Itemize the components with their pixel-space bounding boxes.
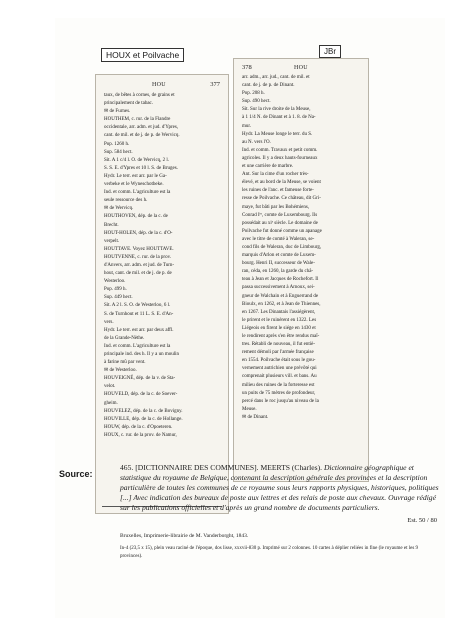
- text-line: resse de Poilvache. Ce château, dit Gri-: [242, 196, 321, 202]
- text-line: vers.: [104, 319, 114, 325]
- text-line: Sup. 490 hect.: [242, 99, 271, 105]
- text-line: Hydr. Le terr. est arr. par deux affl.: [104, 327, 174, 333]
- text-line: Pop. 499 h.: [104, 287, 127, 293]
- text-line: ✉ de Wervicq.: [104, 206, 134, 212]
- text-line: S. S. E. d'Ypres et 10 l. S. de Bruges.: [104, 165, 178, 171]
- text-line: HOUT-HOLEN, dép. de la c. d'O-: [104, 230, 173, 236]
- text-line: cant. de j. de p. de Dinant.: [242, 83, 295, 89]
- source-estimate: Est. 50 / 80: [407, 517, 437, 524]
- right-page: [233, 58, 369, 482]
- text-line: Ant. Sur la cime d'un rocher très-: [242, 172, 309, 178]
- text-line: hout, cant. de mil. et de j. de p. de: [104, 271, 172, 277]
- text-line: ran, céda, en 1260, la garde du châ-: [242, 269, 314, 275]
- text-line: HOUVELEZ, dép. de la c. de Bovigny.: [104, 408, 183, 414]
- text-line: les ruines de l'anc. et fameuse forte-: [242, 188, 314, 194]
- text-line: en 1554. Poilvache était sous le gou-: [242, 358, 316, 364]
- text-line: Meuse.: [242, 406, 257, 412]
- text-line: Conrad Iᵉʳ, comte de Luxembourg. Ils: [242, 212, 318, 218]
- text-line: vernement autrichien une prévôté qui: [242, 366, 317, 372]
- text-line: HOUVELD, dép. de la c. de Soever-: [104, 392, 178, 398]
- left-page: [95, 74, 229, 514]
- text-line: HOUW, dép. de la c. d'Opoeteren.: [104, 424, 173, 430]
- text-line: ✉ de Dinant.: [242, 414, 269, 420]
- page-tag: JBr: [319, 45, 341, 58]
- text-line: verpelt.: [104, 238, 120, 244]
- text-line: HOUTHEM, c. rur. de la Flandre: [104, 117, 171, 123]
- text-line: Sit. A 1 c/4 l. O. de Wervicq, 2 l.: [104, 157, 170, 163]
- text-line: en 1267. Les Dinantais l'assiégèrent,: [242, 309, 316, 315]
- text-line: Sit. Sur la rive droite de la Meuse,: [242, 107, 311, 113]
- text-line: verbeke et le Wyneschotbeke.: [104, 182, 164, 188]
- text-line: HOUTVENNE, c. rur. de la prov.: [104, 254, 172, 260]
- header-label: HOUX et Poilvache: [101, 48, 184, 62]
- text-line: possédait au xiᵉ siècle. Le domaine de: [242, 220, 318, 226]
- text-line: passa successivement à Arnoux, sei-: [242, 285, 315, 291]
- scan-sheet: [55, 18, 445, 618]
- right-page-text: [242, 74, 362, 422]
- text-line: S. de Turnhout et 11 L. S. E. d'An-: [104, 311, 174, 317]
- source-description: In-4 (23,5 x 15), plein veau raciné de l'époque, dos lisse, xxxvii-830 p. Imprimé sur 2 colonnes. 10 cartes à déplier reliées in fine (le royaume et les 9 provinces).: [120, 546, 419, 559]
- text-line: velot.: [104, 384, 116, 390]
- text-line: arr. adm., arr. jud., cant. de mil. et: [242, 75, 310, 80]
- text-line: gneur de Walchain et à Enguerrand de: [242, 293, 319, 299]
- text-line: avec le titre de comté à Waleran, se-: [242, 236, 315, 242]
- text-line: bourg. Henri II, successeur de Wale-: [242, 261, 315, 267]
- text-line: d'Anvers, arr. adm. et jud. de Turn-: [104, 262, 175, 268]
- source-reference: [120, 463, 440, 513]
- left-page-text: [104, 92, 222, 440]
- right-page-number: 378: [242, 64, 252, 71]
- source-title: Dictionnaire géographique et statistique du royaume de Belgique, contenant la description générale des provinces et la description particulière de toutes les communes de ce royaume sous leurs rapports physiques, historiques, politiques [...] Avec indication des bureaux de poste aux lettres et des relais de poste aux chevaux. Ouvrage rédigé sur les publications officielles et d'après un grand nombre de documents particuliers.: [120, 463, 439, 512]
- text-line: de la Grande-Nèthe.: [104, 335, 145, 341]
- text-line: Ind. et comm. Travaux et petit comm.: [242, 147, 318, 153]
- text-line: Bioulx, en 1262, et à Jean de Thiennes,: [242, 301, 321, 307]
- text-line: un puits de 75 mètres de profondeur,: [242, 390, 316, 396]
- text-line: Sit. A 2 l. S. O. de Westerloo, 6 l.: [104, 303, 171, 309]
- text-line: occidentale, arr. adm. et jud. d'Ypres,: [104, 125, 179, 131]
- text-line: au N. vers l'O.: [242, 139, 271, 145]
- text-line: HOUTHOVEN, dép. de la c. de: [104, 214, 168, 220]
- text-line: Hydr. Le terr. est arr. par le Ga-: [104, 173, 167, 179]
- text-line: HOUTTAVE. Voyez HOUTTAVE.: [104, 246, 174, 252]
- right-running-head: HOU: [294, 65, 308, 71]
- text-line: ✉ de Furnes.: [104, 109, 131, 115]
- text-line: agricoles. Il y a deux hauts-fourneaux: [242, 155, 318, 161]
- text-line: HOUX, c. rur. de la prov. de Namur,: [104, 432, 177, 438]
- text-line: élevé, et au bord de la Meuse, se voient: [242, 180, 321, 186]
- text-line: Ind. et comm. L'agriculture est la: [104, 190, 171, 196]
- left-running-head: HOU: [152, 82, 166, 88]
- text-line: seule ressource des h.: [104, 198, 148, 204]
- text-line: milieu des ruines de la forteresse est: [242, 382, 315, 388]
- source-publisher: Bruxelles, Imprimerie-librairie de M. Vanderborght, 1843.: [120, 533, 249, 539]
- text-line: Poilvache fut donné comme un apanage: [242, 228, 322, 234]
- text-line: à 1 1/4 N. de Dinant et à 1. 8. de Na-: [242, 115, 316, 121]
- text-line: Liégeois en firent le siége en 1430 et: [242, 325, 316, 331]
- text-line: HOUVILLE, dép. de la c. de Hollange.: [104, 416, 183, 422]
- source-reference-head: 465. [DICTIONNAIRE DES COMMUNES]. MEERTS (Charles).: [120, 463, 323, 472]
- text-line: rement démoli par l'armée française: [242, 350, 314, 356]
- text-line: principalement de tabac.: [104, 101, 154, 107]
- source-label: Source:: [59, 469, 93, 479]
- text-line: Pop. 208 h.: [242, 91, 265, 97]
- text-line: le rendirent après s'en être rendus maî-: [242, 334, 320, 339]
- text-line: à farine mû par vent.: [104, 360, 146, 366]
- text-line: Sup. 449 hect.: [104, 295, 133, 301]
- text-line: HOUVEIGNÉ, dép. de la v. de Sta-: [104, 376, 176, 382]
- text-line: gheim.: [104, 400, 118, 406]
- text-line: et une carrière de marbre.: [242, 164, 294, 170]
- text-line: teau à Jean et Jacques de Rochefort. Il: [242, 277, 319, 283]
- text-line: marquis d'Arlon et comte de Luxem-: [242, 253, 316, 259]
- text-line: Brecht.: [104, 222, 119, 228]
- left-page-number: 377: [210, 81, 220, 88]
- text-line: ✉ de Westerloo.: [104, 368, 137, 374]
- text-line: Sup. 584 hect.: [104, 149, 133, 155]
- text-line: tres. Rétabli de nouveau, il fut entiè-: [242, 342, 316, 348]
- text-line: maye, fut bâti par les Bohémiens,: [242, 204, 310, 210]
- text-line: mur.: [242, 123, 252, 129]
- text-line: taux, de bêtes à cornes, de grains et: [104, 93, 175, 98]
- text-line: percé dans le roc jusqu'au niveau de la: [242, 398, 319, 404]
- text-line: Hydr. La Meuse longe le terr. du S.: [242, 131, 313, 137]
- text-line: Ind. et comm. L'agriculture est la: [104, 343, 171, 349]
- text-line: comprenait plusieurs vill. et bans. Au: [242, 374, 317, 380]
- text-line: principale ind. des h. Il y a un moulin: [104, 352, 179, 357]
- text-line: cant. de mil. et de j. de p. de Wervicq.: [104, 133, 180, 139]
- text-line: Westerloo.: [104, 279, 126, 285]
- text-line: Pop. 1260 h.: [104, 141, 130, 147]
- text-line: le prirent et le ruinèrent en 1322. Les: [242, 317, 317, 323]
- text-line: cond fils de Waleran, duc de Limbourg,: [242, 244, 322, 250]
